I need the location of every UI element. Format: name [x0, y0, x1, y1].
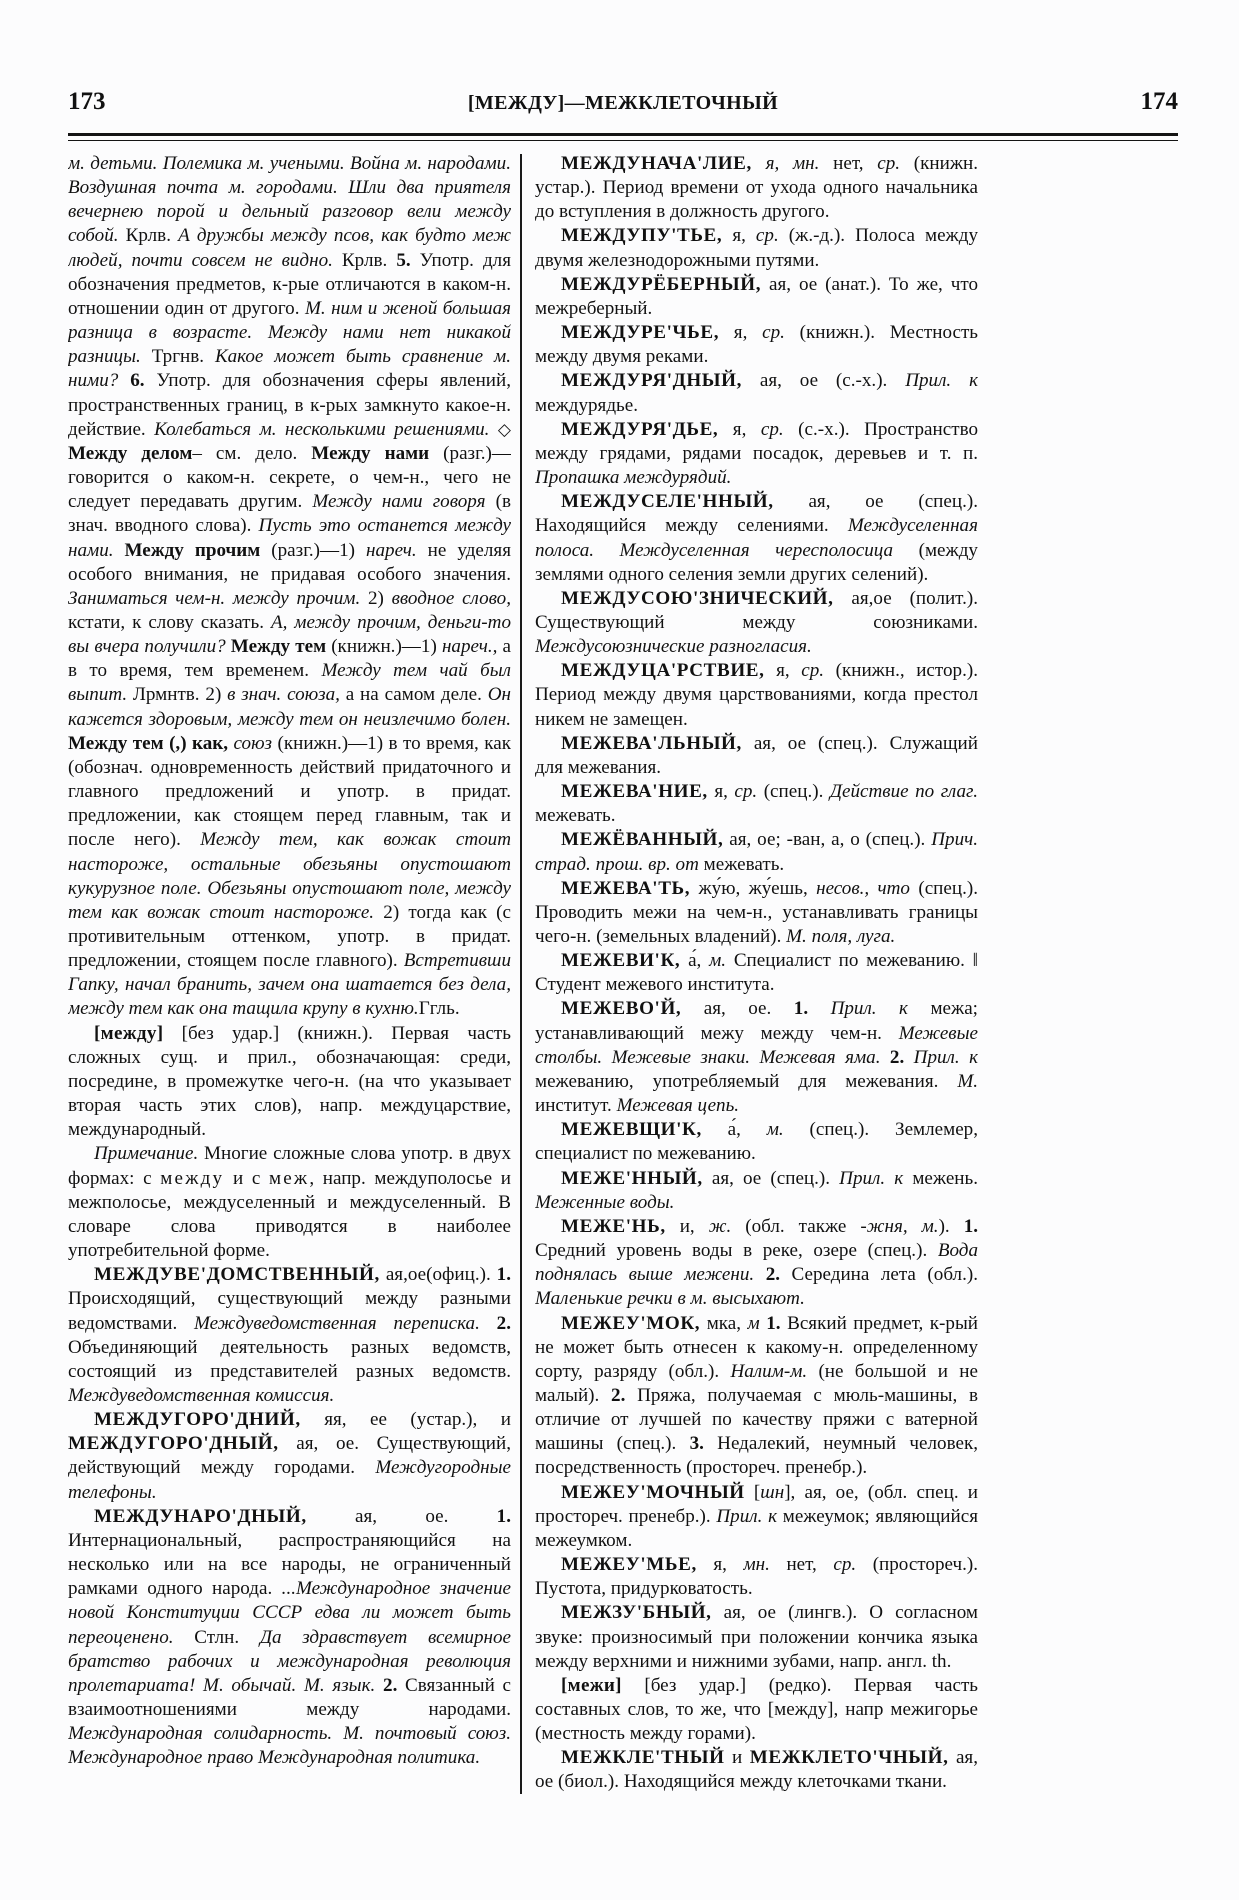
headword-mezhduryadnyj: МЕЖДУРЯ'ДНЫЙ, [561, 370, 742, 392]
folio-right: 174 [1140, 88, 1178, 115]
headword-mezhdugorodnyj: МЕЖДУГОРО'ДНЫЙ, [68, 1433, 279, 1455]
headword-mezhkletnyj: МЕЖКЛЕ'ТНЫЙ [561, 1747, 725, 1769]
entry-mezhevanie: МЕЖЕВА'НИЕ, я, ср. (спец.). Действие по глаг. межевать. [535, 781, 978, 827]
entry-mezheumok: МЕЖЕУ'МОК, мка, м 1. Всякий предмет, к-рый не может быть отнесен к какому-н. определенному сорту, разряду (обл.). Налим-м. (не большой и не малый). 2. Пряжа, получаемая с мюль-машины, в отличие от лучшей по качеству пряжи с ватерной машины (спец.). 3. Недалекий, неумный человек, посредственность (простореч. пренебр.). [535, 1312, 978, 1479]
entry-mezhduryadnyj: МЕЖДУРЯ'ДНЫЙ, ая, ое (с.-х.). Прил. к междурядье. [535, 370, 978, 416]
entry-mezhevat: МЕЖЕВА'ТЬ, жу́ю, жу́ешь, несов., что (спец.). Проводить межи на чем-н., устанавливать границы чего-н. (земельных владений). М. поля, луга. [535, 877, 978, 947]
note-primechanie: Примечание. Многие сложные слова употр. в двух формах: с между и с меж, напр. междуполосье и межполосье, междуселенный и междуселенный. В словаре слова приводятся в наиболее употребительной форме. [68, 1143, 511, 1262]
headword-mezhevik: МЕЖЕВИ'К, [561, 950, 681, 972]
entry-mezhevannyj: МЕЖЁВАННЫЙ, ая, ое; -ван, а, о (спец.). Прич. страд. прош. вр. от межевать. [535, 829, 978, 875]
entry-mezhduvedomstvennyj: МЕЖДУВЕ'ДОМСТВЕННЫЙ, ая,ое(офиц.). 1. Происходящий, существующий между разными ведомствами. Междуведомственная переписка. 2. Объединяющий деятельность разных ведомств, состоящий из представителей разных ведомств. Междуведомственная комиссия. [68, 1264, 511, 1406]
entry-mezheumochnyj: МЕЖЕУ'МОЧНЫЙ [шн], ая, ое, (обл. спец. и простореч. пренебр.). Прил. к межеумок; являющийся межеумком. [535, 1481, 978, 1551]
headword-mezhdurechje: МЕЖДУРЕ'ЧЬЕ, [561, 322, 720, 344]
headword-mezhevannyj: МЕЖЁВАННЫЙ, [561, 829, 724, 851]
running-head [68, 88, 1178, 124]
left-column [68, 152, 511, 1842]
headword-mezheumochnyj: МЕЖЕУ'МОЧНЫЙ [561, 1481, 745, 1503]
headword-mezhdugorodnij: МЕЖДУГОРО'ДНИЙ, [94, 1409, 301, 1431]
entry-mezhevshchik: МЕЖЕВЩИ'К, а́, м. (спец.). Землемер, специалист по межеванию. [535, 1119, 978, 1165]
headword-conjunction: и [732, 1747, 743, 1769]
entry-mezhdusoyuznicheskij: МЕЖДУСОЮ'ЗНИЧЕСКИЙ, ая,ое (полит.). Существующий между союзниками. Междусоюзнические разногласия. [535, 587, 978, 658]
headword-mezhdusoyuznicheskij: МЕЖДУСОЮ'ЗНИЧЕСКИЙ, [561, 587, 834, 609]
entry-mezhduputje: МЕЖДУПУ'ТЬЕ, я, ср. (ж.-д.). Полоса между двумя железнодорожными путями. [535, 225, 978, 271]
folio-left: 173 [68, 88, 106, 115]
entry-mezhzubnyj: МЕЖЗУ'БНЫЙ, ая, ое (лингв.). О согласном звуке: произносимый при положении кончика языка между верхними и нижними зубами, напр. англ. th. [535, 1602, 978, 1672]
entry-mezhdugorodnij: МЕЖДУГОРО'ДНИЙ, яя, ее (устар.), и МЕЖДУГОРО'ДНЫЙ, ая, ое. Существующий, действующий между городами. Междугородные телефоны. [68, 1409, 511, 1503]
headword-mezhzubnyj: МЕЖЗУ'БНЫЙ, [561, 1602, 712, 1624]
headword-mezhen: МЕЖЕ'НЬ, [561, 1215, 666, 1237]
headword-mezhdurebernyj: МЕЖДУРЁБЕРНЫЙ, [561, 273, 762, 295]
entry-mezhevalnyj: МЕЖЕВА'ЛЬНЫЙ, ая, ое (спец.). Служащий для межевания. [535, 732, 978, 778]
entry-mezhdu-continuation: м. детьми. Полемика м. учеными. Война м. народами. Воздушная почта м. городами. Шли два приятеля вечернею порой и дельный разговор вели между собой. Крлв. А дружбы между псов, как будто меж людей, почти совсем не видно. Крлв. 5. Употр. для обозначения предметов, к-рые отличаются в каком-н. отношении один от другого. М. ним и женой большая разница в возрасте. Между нами нет никакой разницы. Тргнв. Какое может быть сравнение м. ними? 6. Употр. для обозначения сферы явлений, пространственных границ, в к-рых замкнуто какое-н. действие. Колебаться м. несколькими решениями. ◇ Между делом– см. дело. Между нами (разг.)—говорится о каком-н. секрете, о чем-н., чего не следует передавать другим. Между нами говоря (в знач. вводного слова). Пусть это останется между нами. Между прочим (разг.)—1) нареч. не уделяя особого внимания, не придавая особого значения. Заниматься чем-н. между прочим. 2) вводное слово, кстати, к слову сказать. А, между прочим, деньги-то вы вчера получили? Между тем (книжн.)—1) нареч., а в то время, тем временем. Между тем чай был выпит. Лрмнтв. 2) в знач. союза, а на самом деле. Он кажется здоровым, между тем он неизлечимо болен. Между тем (,) как, союз (книжн.)—1) в то время, как (обознач. одновременность действий придаточного и главного предложений и употр. в придат. предложении, как стоящем перед главным, так и после него). Между тем, как вожак стоит настороже, остальные обезьяны опустошают кукурузное поле. Обезьяны опустошают поле, между тем как вожак стоит настороже. 2) тогда как (с противительным оттенком, употр. в придат. предложении, стоящем после главного). Встретивши Гапку, начал бранить, зачем она шатается без дела, между тем как она тащила крупу в кухню.Ггль. [68, 153, 511, 1020]
headword-mezhdunarodnyj: МЕЖДУНАРО'ДНЫЙ, [94, 1505, 307, 1527]
entry-mezheumje: МЕЖЕУ'МЬЕ, я, мн. нет, ср. (простореч.). Пустота, придурковатость. [535, 1554, 978, 1600]
headword-mezhevoj: МЕЖЕВО'Й, [561, 998, 682, 1020]
entry-mezhdurechje: МЕЖДУРЕ'ЧЬЕ, я, ср. (книжн.). Местность между двумя реками. [535, 322, 978, 368]
entry-mezhdu-prefix: [между] [без удар.] (книжн.). Первая часть сложных сущ. и прил., обозначающая: среди, посредине, в промежутке чего-н. (на что указывает вторая часть этих слов), напр. междуцарствие, международный. [68, 1022, 511, 1141]
entry-mezhducarstvie: МЕЖДУЦА'РСТВИЕ, я, ср. (книжн., истор.). Период между двумя царствованиями, когда престол никем не замещен. [535, 660, 978, 730]
headword-mezhduputje: МЕЖДУПУ'ТЬЕ, [561, 225, 723, 247]
entry-mezhevoj: МЕЖЕВО'Й, ая, ое. 1. Прил. к межа; устанавливающий межу между чем-н. Межевые столбы. Межевые знаки. Межевая яма. 2. Прил. к межеванию, употребляемый для межевания. М. институт. Межевая цепь. [535, 998, 978, 1117]
note-label: Примечание. [94, 1143, 199, 1165]
headword-mezhkletochnyj: МЕЖКЛЕТО'ЧНЫЙ, [749, 1747, 949, 1769]
entry-mezhkletnyj: МЕЖКЛЕ'ТНЫЙ и МЕЖКЛЕТО'ЧНЫЙ, ая, ое (биол.). Находящийся между клеточками ткани. [535, 1747, 978, 1793]
headword-mezhducarstvie: МЕЖДУЦА'РСТВИЕ, [561, 660, 765, 682]
running-title: [МЕЖДУ]—МЕЖКЛЕТОЧНЫЙ [467, 92, 779, 114]
two-column-body [68, 152, 1178, 1842]
headword-mezhduryadje: МЕЖДУРЯ'ДЬЕ, [561, 418, 719, 440]
headword-mezhennyj: МЕЖЕ'ННЫЙ, [561, 1167, 703, 1189]
entry-mezhevik: МЕЖЕВИ'К, а́, м. Специалист по межеванию. ǁ Студент межевого института. [535, 950, 978, 996]
header-rule-thin [68, 140, 1178, 141]
right-column [535, 152, 978, 1842]
headword-mezhduselennyj: МЕЖДУСЕЛЕ'ННЫЙ, [561, 491, 774, 513]
headword-mezhevalnyj: МЕЖЕВА'ЛЬНЫЙ, [561, 732, 742, 754]
entry-mezhen: МЕЖЕ'НЬ, и, ж. (обл. также -жня, м.). 1. Средний уровень воды в реке, озере (спец.). Вода поднялась выше межени. 2. Середина лета (обл.). Маленькие речки в м. высыхают. [535, 1215, 978, 1310]
entry-mezhdunachalie: МЕЖДУНАЧА'ЛИЕ, я, мн. нет, ср. (книжн. устар.). Период времени от ухода одного начальника до вступления в должность другого. [535, 153, 978, 223]
headword-mezhevat: МЕЖЕВА'ТЬ, [561, 877, 691, 899]
headword-mezhduvedomstvennyj: МЕЖДУВЕ'ДОМСТВЕННЫЙ, [94, 1264, 380, 1286]
entry-mezhdurebernyj: МЕЖДУРЁБЕРНЫЙ, ая, ое (анат.). То же, что межреберный. [535, 273, 978, 319]
headword-mezhdu-prefix: [между] [94, 1022, 164, 1044]
column-divider [520, 154, 522, 1794]
entry-mezhduryadje: МЕЖДУРЯ'ДЬЕ, я, ср. (с.-х.). Пространство между грядами, рядами посадок, деревьев и т. п. Пропашка междурядий. [535, 418, 978, 489]
headword-mezheumje: МЕЖЕУ'МЬЕ, [561, 1554, 697, 1576]
entry-mezhdunarodnyj: МЕЖДУНАРО'ДНЫЙ, ая, ое. 1. Интернациональный, распространяющийся на несколько или на все народы, не ограниченный рамками одного народа. ...Международное значение новой Конституции СССР едва ли может быть переоценено. Стлн. Да здравствует всемирное братство рабочих и международная революция пролетариата! М. обычай. М. язык. 2. Связанный с взаимоотношениями между народами. Международная солидарность. М. почтовый союз. Международное право Международная политика. [68, 1505, 511, 1769]
headword-mezhevanie: МЕЖЕВА'НИЕ, [561, 781, 708, 803]
headword-mezhdunachalie: МЕЖДУНАЧА'ЛИЕ, [561, 153, 752, 174]
headword-mezhi-prefix: [межи] [561, 1674, 622, 1696]
entry-mezhennyj: МЕЖЕ'ННЫЙ, ая, ое (спец.). Прил. к межень. Меженные воды. [535, 1167, 978, 1213]
headword-mezhevshchik: МЕЖЕВЩИ'К, [561, 1119, 702, 1141]
entry-mezhi-prefix: [межи] [без удар.] (редко). Первая часть составных слов, то же, что [между], напр межигорье (местность между горами). [535, 1674, 978, 1745]
entry-mezhduselennyj: МЕЖДУСЕЛЕ'ННЫЙ, ая, ое (спец.). Находящийся между селениями. Междуселенная полоса. Междуселенная чересполосица (между землями одного селения земли других селений). [535, 491, 978, 585]
headword-mezheumok: МЕЖЕУ'МОК, [561, 1312, 701, 1334]
header-rule-thick [68, 133, 1178, 136]
